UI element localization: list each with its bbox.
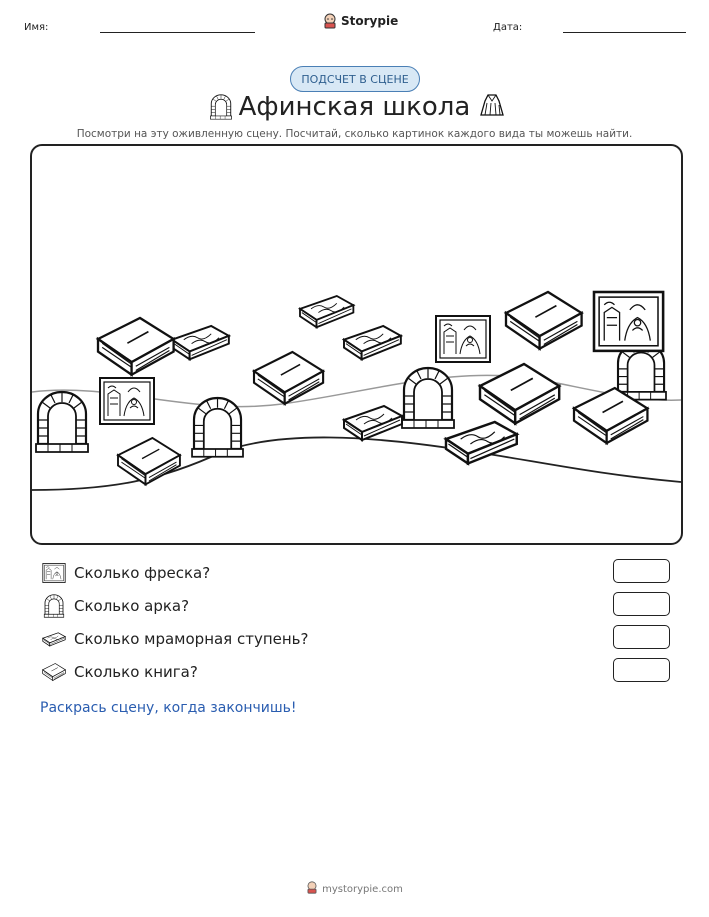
answer-box-marble-step[interactable] [613,625,670,649]
name-label: Имя: [24,22,49,33]
arch [402,368,454,428]
question-text: Сколько фреска? [74,564,211,582]
answer-box-arch[interactable] [613,592,670,616]
storypie-mascot-icon [306,881,318,894]
name-line[interactable] [100,32,255,33]
instructions: Посмотри на эту оживленную сцену. Посчитай, сколько картинок каждого вида ты можешь найти. [76,128,633,140]
worksheet-type-badge: ПОДСЧЕТ В СЦЕНЕ [290,66,420,92]
question-fresco [42,561,210,585]
fresco-icon [42,561,66,585]
coloring-note: Раскрась сцену, когда закончишь! [40,700,297,716]
footer-url[interactable]: mystorypie.com [322,884,403,895]
arch-icon [42,594,66,618]
scene-illustration [32,146,681,543]
marble-step-icon [42,627,66,651]
book [254,352,323,404]
brand-name: Storypie [341,14,399,28]
question-text: Сколько книга? [74,663,198,681]
marble-step [300,296,353,327]
question-text: Сколько арка? [74,597,190,615]
counting-scene [30,144,683,545]
book [480,364,559,423]
book [98,318,174,375]
book-icon [42,660,66,684]
arch [36,392,88,452]
question-book [42,660,198,684]
date-line[interactable] [563,32,686,33]
date-label: Дата: [493,22,523,33]
fresco [100,378,154,424]
question-text: Сколько мраморная ступень? [74,630,309,648]
book [506,292,582,349]
footer [0,881,709,895]
arch-icon [209,94,233,120]
cloak-icon [479,93,505,119]
arch [192,398,243,457]
question-arch [42,594,189,618]
page-title: Афинская школа [238,92,471,122]
answer-box-fresco[interactable] [613,559,670,583]
fresco [594,292,663,351]
marble-step [172,326,229,359]
marble-step [344,326,401,359]
book [118,438,180,484]
marble-step [344,406,402,440]
brand-logo [323,13,398,29]
answer-box-book[interactable] [613,658,670,682]
fresco [436,316,490,362]
question-marble-step [42,627,309,651]
storypie-mascot-icon [323,13,337,29]
